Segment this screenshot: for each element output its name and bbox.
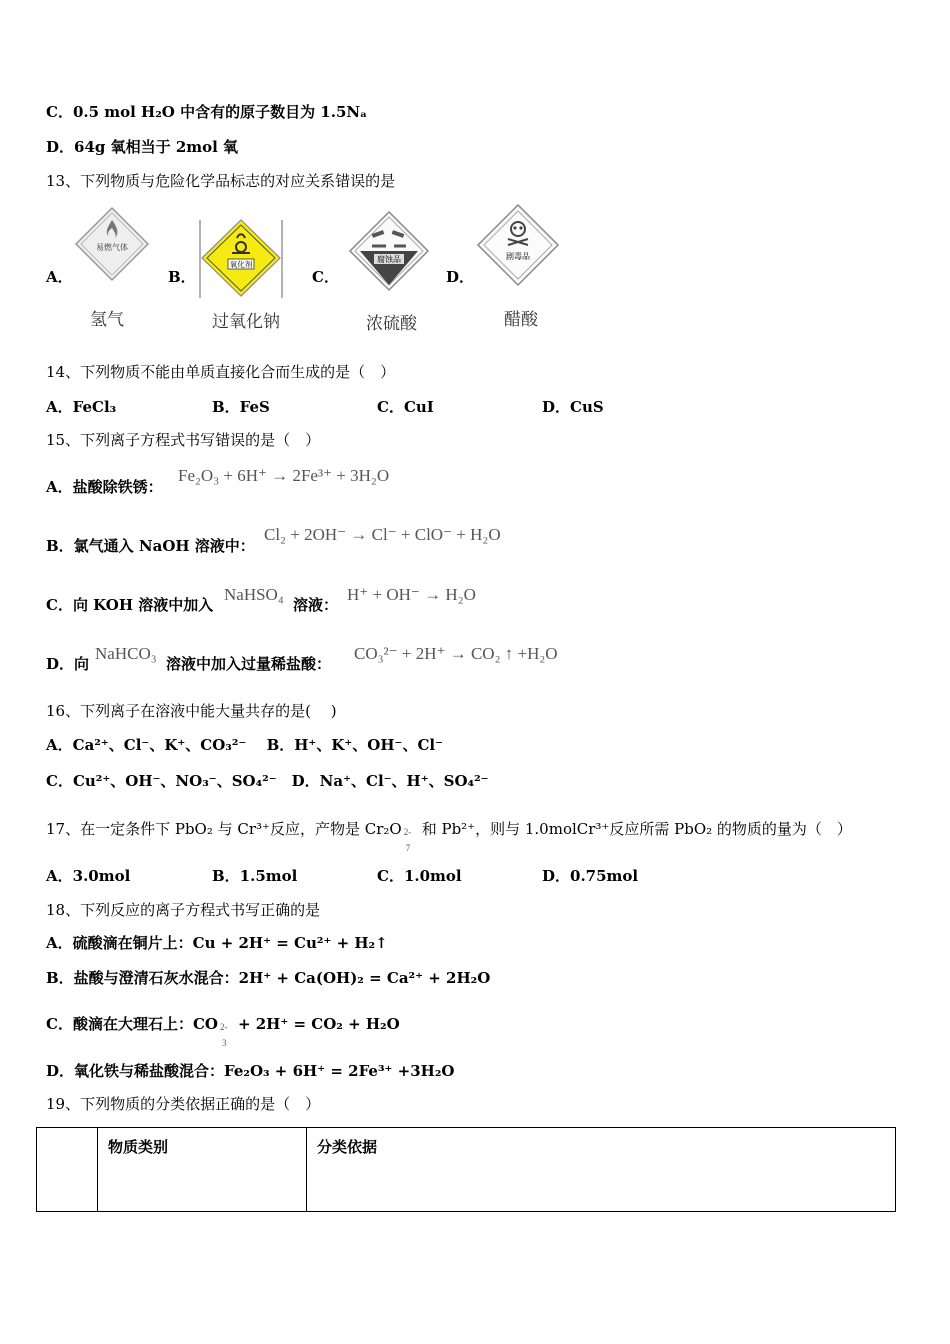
table-row — [37, 1128, 896, 1212]
q13-caption-c: 浓硫酸 — [366, 314, 417, 334]
q12-option-c: C．0.5 mol H₂O 中含有的原子数目为 1.5Nₐ — [46, 103, 368, 121]
q19-table — [36, 1127, 896, 1212]
q15-option-d-equation: CO₃²⁻ + 2H⁺ → CO₂ ↑ +H₂O — [354, 644, 558, 663]
q15-option-b-equation: Cl₂ + 2OH⁻ → Cl⁻ + ClO⁻ + H₂O — [264, 525, 501, 544]
q15-option-d-label-tail: 溶液中加入过量稀盐酸： — [166, 655, 332, 673]
q18-stem: 18、下列反应的离子方程式书写正确的是 — [46, 901, 321, 919]
q13-letter-c: C． — [312, 268, 339, 286]
corrosive-sign-icon — [348, 210, 430, 292]
q13-caption-b: 过氧化钠 — [212, 312, 280, 332]
q17-option-c: C．1.0mol — [377, 867, 462, 885]
toxic-sign-icon — [476, 203, 560, 287]
oxidizer-sign-icon — [198, 218, 284, 300]
q14-stem: 14、下列物质不能由单质直接化合而生成的是（ ） — [46, 363, 396, 381]
q12-option-d: D．64g 氧相当于 2mol 氧 — [46, 138, 239, 156]
q15-option-c-reagent: NaHSO₄ — [224, 585, 284, 604]
flammable-gas-sign-icon — [74, 206, 150, 282]
q15-option-c-label-tail: 溶液： — [293, 596, 339, 614]
q13-stem: 13、下列物质与危险化学品标志的对应关系错误的是 — [46, 172, 396, 190]
q13-caption-a: 氢气 — [90, 310, 124, 330]
q18-charge: 2- — [219, 1022, 228, 1032]
q13-caption-d: 醋酸 — [504, 310, 538, 330]
q15-stem: 15、下列离子方程式书写错误的是（ ） — [46, 431, 321, 449]
q16-options-cd: C．Cu²⁺、OH⁻、NO₃⁻、SO₄²⁻ D．Na⁺、Cl⁻、H⁺、SO₄²⁻ — [46, 772, 489, 790]
q18-option-a: A．硫酸滴在铜片上：Cu + 2H⁺ = Cu²⁺ + H₂↑ — [46, 934, 388, 952]
q16-options-ab: A．Ca²⁺、Cl⁻、K⁺、CO₃²⁻ B．H⁺、K⁺、OH⁻、Cl⁻ — [46, 736, 444, 754]
q13-letter-d: D． — [446, 268, 475, 286]
q17-option-d: D．0.75mol — [542, 867, 639, 885]
q14-option-a: A．FeCl₃ — [46, 398, 117, 416]
q13-letter-b: B． — [168, 268, 196, 286]
q19-header-category: 物质类别 — [98, 1128, 307, 1212]
q17-option-a: A．3.0mol — [46, 867, 131, 885]
corrosive-sign-label: 腐蚀品 — [377, 255, 401, 264]
q17-stem-part2: 和 Pb²⁺，则与 1.0molCr³⁺反应所需 PbO₂ 的物质的量为（ ） — [421, 820, 852, 838]
q19-stem: 19、下列物质的分类依据正确的是（ ） — [46, 1095, 321, 1113]
oxidizer-sign-label: 氧化剂 — [229, 260, 253, 269]
q15-option-b-label: B．氯气通入 NaOH 溶液中： — [46, 537, 255, 555]
q15-option-d-reagent: NaHCO₃ — [95, 644, 157, 663]
q17-stem-part1: 17、在一定条件下 PbO₂ 与 Cr³⁺反应，产物是 Cr₂O — [46, 820, 402, 838]
q14-option-b: B．FeS — [212, 398, 270, 416]
q19-header-basis: 分类依据 — [307, 1128, 896, 1212]
q17-subscript: 7 — [405, 843, 411, 853]
q17-charge: 2- — [403, 827, 412, 837]
q18-option-d: D．氧化铁与稀盐酸混合：Fe₂O₃ + 6H⁺ = 2Fe³⁺ +3H₂O — [46, 1062, 455, 1080]
q17-stem — [46, 819, 852, 853]
q18-subscript: 3 — [221, 1038, 227, 1048]
q15-option-c-label: C．向 KOH 溶液中加入 — [46, 596, 214, 614]
q15-option-d-label: D．向 — [46, 655, 90, 673]
toxic-sign-label: 剧毒品 — [506, 252, 530, 261]
q19-header-empty — [37, 1128, 98, 1212]
q18-option-c-part2: + 2H⁺ = CO₂ + H₂O — [237, 1015, 400, 1033]
q17-option-b: B．1.5mol — [212, 867, 298, 885]
q18-option-c — [46, 1014, 400, 1048]
q15-option-a-equation: Fe₂O₃ + 6H⁺ → 2Fe³⁺ + 3H₂O — [178, 466, 390, 485]
q18-option-c-part1: C．酸滴在大理石上：CO — [46, 1015, 218, 1033]
q14-option-c: C．CuI — [377, 398, 434, 416]
q16-stem: 16、下列离子在溶液中能大量共存的是( ) — [46, 702, 337, 720]
q14-option-d: D．CuS — [542, 398, 604, 416]
q18-option-b: B．盐酸与澄清石灰水混合：2H⁺ + Ca(OH)₂ = Ca²⁺ + 2H₂O — [46, 969, 491, 987]
flammable-gas-sign-label: 易燃气体 — [96, 243, 128, 252]
q15-option-a-label: A．盐酸除铁锈： — [46, 478, 163, 496]
q13-letter-a: A． — [46, 268, 73, 286]
q15-option-c-equation: H⁺ + OH⁻ → H₂O — [347, 585, 476, 604]
